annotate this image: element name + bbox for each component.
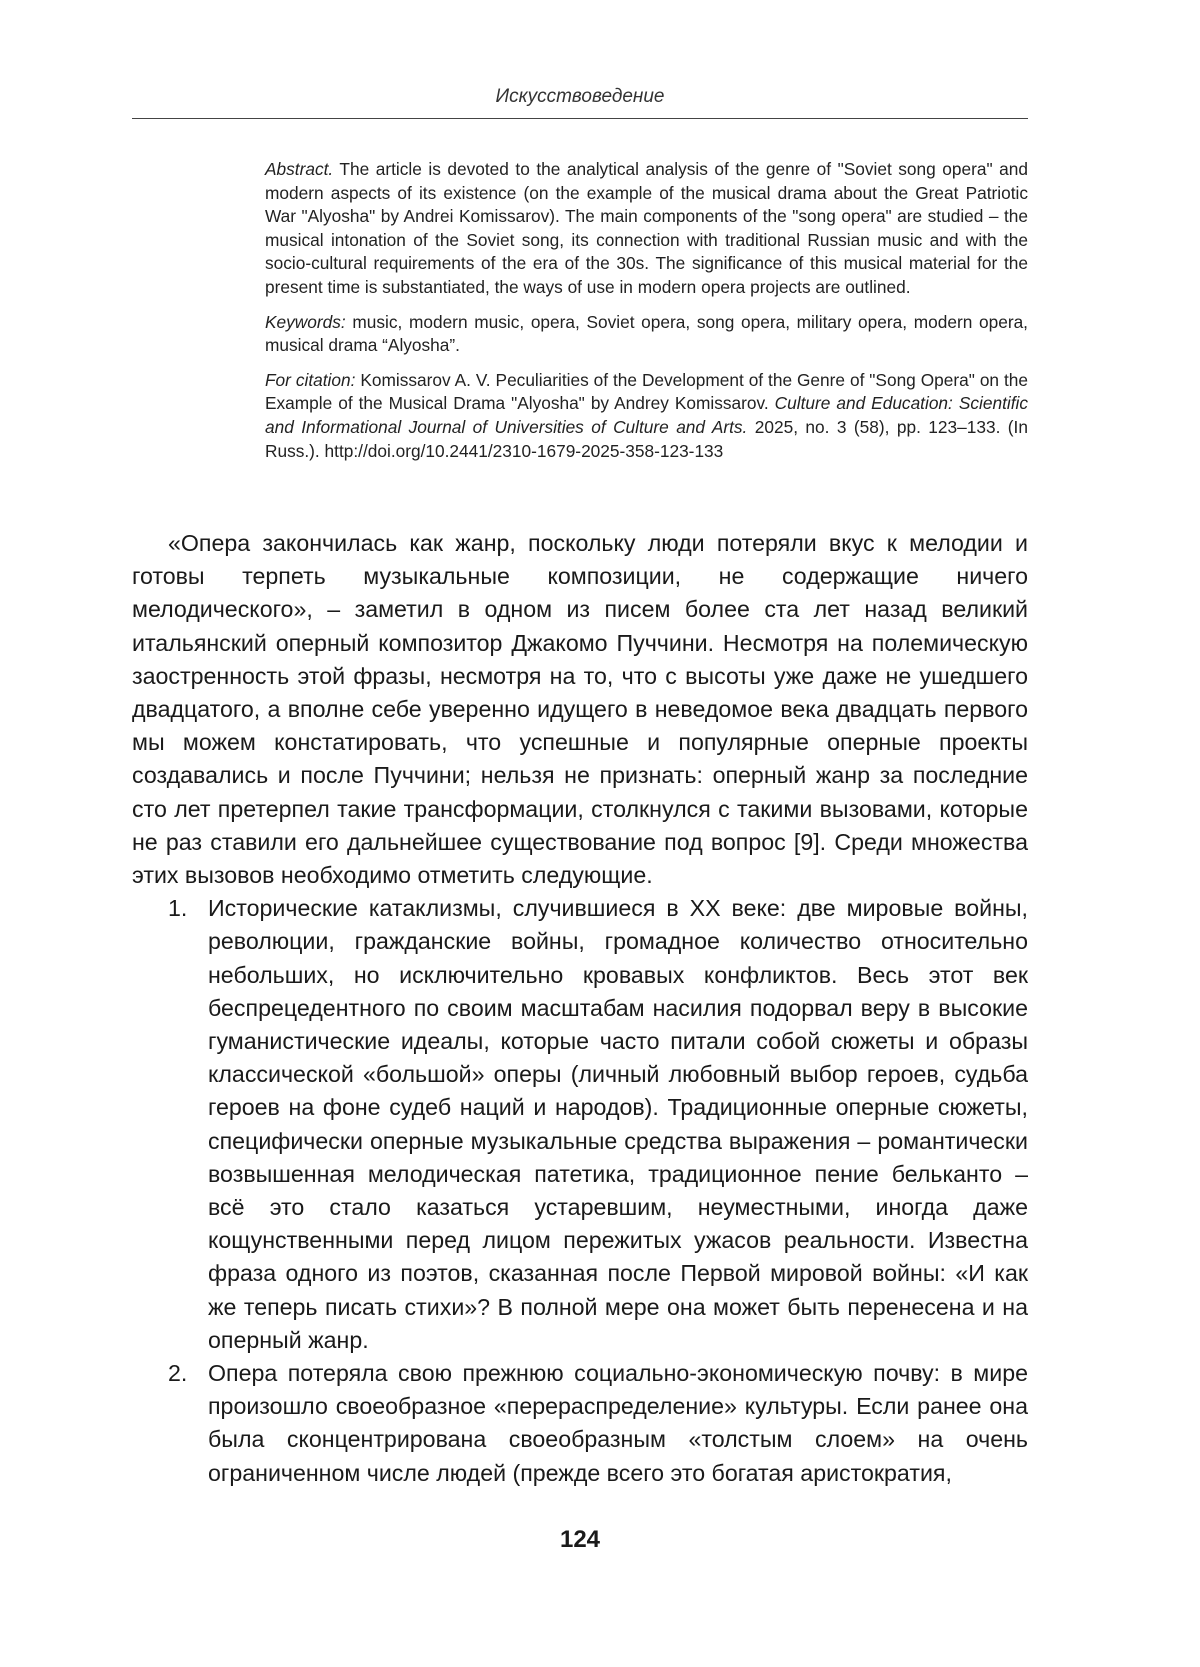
citation-journal: Culture and Education: Scientific and Informational Journal of Universities of Culture and Arts. <box>265 393 1028 437</box>
abstract-label: Abstract. <box>265 159 334 179</box>
citation-paragraph <box>265 369 1028 463</box>
list-item <box>132 1357 1028 1490</box>
abstract-text: The article is devoted to the analytical analysis of the genre of "Soviet song opera" and modern aspects of its existence (on the example of the musical drama about the Great Patriotic War "Alyosha" by Andrei Komissarov). The main components of the "song opera" are studied – the musical intonation of the Soviet song, its connection with traditional Russian music and with the socio-cultural requirements of the era of the 30s. The significance of this musical material for the present time is substantiated, the ways of use in modern opera projects are outlined. <box>265 159 1028 297</box>
challenges-list <box>132 892 1028 1490</box>
citation-label: For citation: <box>265 369 356 390</box>
header-divider <box>132 118 1028 119</box>
page-number: 124 <box>559 1526 601 1553</box>
keywords-paragraph <box>265 311 1028 358</box>
list-item-number: 1. <box>168 895 188 922</box>
keywords-text: music, modern music, opera, Soviet opera, song opera, military opera, modern opera, musical drama “Alyosha”. <box>265 311 1028 356</box>
list-item-number: 2. <box>168 1360 188 1387</box>
running-header: Искусствоведение <box>495 86 665 107</box>
abstract-paragraph <box>265 158 1028 300</box>
list-item <box>132 892 1028 1357</box>
list-item-text: Опера потеряла свою прежнюю социально-экономическую почву: в мире произошло своеобразное «перераспределение» культуры. Если ранее она была сконцентрирована своеобразным «толстым слоем» на очень ограниченном числе людей (прежде всего это богатая аристократия, <box>208 1360 1028 1486</box>
list-item-text: Исторические катаклизмы, случившиеся в XX веке: две мировые войны, революции, гражданские войны, громадное количество относительно небольших, но исключительно кровавых конфликтов. Весь этот век беспрецедентного по своим масштабам насилия подорвал веру в высокие гуманистические идеалы, которые часто питали собой сюжеты и образы классической «большой» оперы (личный любовный выбор героев, судьба героев на фоне судеб наций и народов). Традиционные оперные сюжеты, специфически оперные музыкальные средства выражения – романтически возвышенная мелодическая патетика, традиционное пение бельканто – всё это стало казаться устаревшим, неуместными, иногда даже кощунственными перед лицом пережитых ужасов реальности. Известна фраза одного из поэтов, сказанная после Первой мировой войны: «И как же теперь писать стихи»? В полной мере она может быть перенесена и на оперный жанр. <box>208 895 1028 1353</box>
intro-paragraph: «Опера закончилась как жанр, поскольку люди потеряли вкус к мелодии и готовы терпеть музыкальные композиции, не содержащие ничего мелодического», – заметил в одном из писем более ста лет назад великий итальянский оперный композитор Джакомо Пуччини. Несмотря на полемическую заостренность этой фразы, несмотря на то, что с высоты уже даже не ушедшего двадцатого, а вполне себе уверенно идущего в неведомое века двадцать первого мы можем констатировать, что успешные и популярные оперные проекты создавались и после Пуччини; нельзя не признать: оперный жанр за последние сто лет претерпел такие трансформации, столкнулся с такими вызовами, которые не раз ставили его дальнейшее существование под вопрос [9]. Среди множества этих вызовов необходимо отметить следующие. <box>132 530 1028 889</box>
keywords-label: Keywords: <box>265 311 346 332</box>
article-body <box>132 527 1028 1490</box>
citation-text: Komissarov A. V. Peculiarities of the Development of the Genre of "Song Opera" on the Example of the Musical Drama "Alyosha" by Andrey Komissarov. <box>265 369 1028 414</box>
citation-details: 2025, no. 3 (58), pp. 123–133. (In Russ.). http://doi.org/10.2441/2310-1679-2025-358-123-133 <box>265 416 1028 461</box>
abstract-block <box>265 158 1028 474</box>
